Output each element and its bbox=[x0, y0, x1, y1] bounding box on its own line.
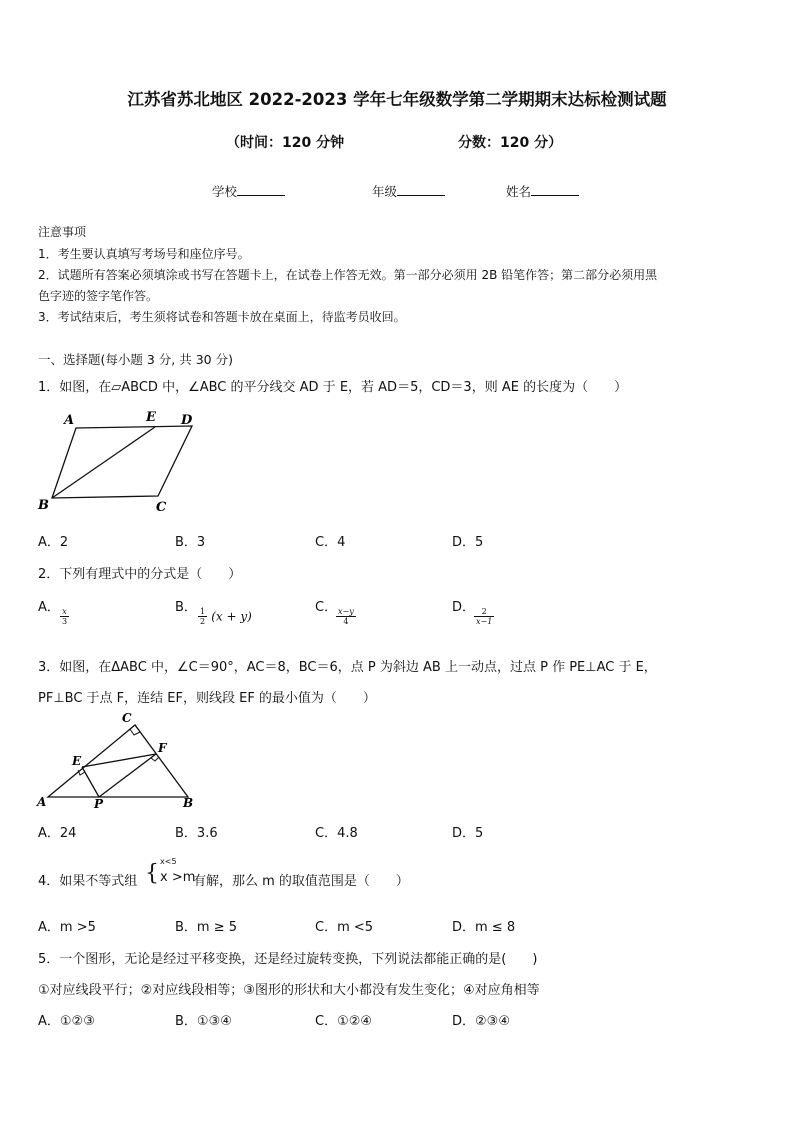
label-p: P bbox=[94, 797, 104, 811]
q2-option-c[interactable] bbox=[315, 596, 337, 615]
q2-fraction-b bbox=[198, 607, 207, 626]
q4-option-c[interactable]: C．m <5 bbox=[315, 920, 374, 935]
q4-system-top: x<5 bbox=[160, 857, 177, 866]
q5-stem: 5．一个图形，无论是经过平移变换，还是经过旋转变换，下列说法都能正确的是( ) bbox=[38, 952, 538, 967]
exam-title: 江苏省苏北地区 2022-2023 学年七年级数学第二学期期末达标检测试题 bbox=[127, 90, 667, 109]
q2-label-a: A． bbox=[38, 600, 60, 615]
q2-expression-b bbox=[198, 607, 252, 626]
section-heading: 一、选择题(每小题 3 分, 共 30 分) bbox=[38, 352, 233, 367]
q5-option-c[interactable]: C．①②④ bbox=[315, 1014, 373, 1029]
q5-option-b[interactable]: B．①③④ bbox=[175, 1014, 232, 1029]
q2-b-denominator: 2 bbox=[200, 617, 206, 626]
notice-item-1: 1．考生要认真填写考场号和座位序号。 bbox=[38, 247, 250, 261]
label-e: E bbox=[72, 754, 82, 768]
q2-option-d[interactable] bbox=[452, 596, 475, 615]
q4-option-d[interactable]: D．m ≤ 8 bbox=[452, 920, 516, 935]
q2-a-denominator: 3 bbox=[62, 617, 68, 626]
label-c: C bbox=[122, 711, 132, 725]
q2-c-numerator: x−y bbox=[338, 607, 354, 616]
q2-option-b[interactable] bbox=[175, 596, 197, 615]
q5-option-a[interactable]: A．①②③ bbox=[38, 1014, 95, 1029]
q1-stem: 1．如图，在▱ABCD 中，∠ABC 的平分线交 AD 于 E，若 AD＝5，CD＝3，则 AE 的长度为（ ） bbox=[38, 380, 628, 395]
label-d: D bbox=[181, 413, 193, 428]
name-field bbox=[506, 182, 579, 200]
q5-option-d[interactable]: D．②③④ bbox=[452, 1014, 510, 1029]
q3-option-c[interactable]: C．4.8 bbox=[315, 826, 358, 841]
name-blank[interactable] bbox=[531, 184, 579, 196]
q2-option-a[interactable] bbox=[38, 596, 60, 615]
q2-fraction-d bbox=[474, 607, 494, 626]
name-label: 姓名 bbox=[506, 184, 532, 199]
q1-option-d[interactable]: D．5 bbox=[452, 535, 484, 550]
q4-stem-before: 4．如果不等式组 bbox=[38, 874, 138, 889]
segment-ep bbox=[82, 767, 99, 797]
q3-option-a[interactable]: A．24 bbox=[38, 826, 77, 841]
q2-b-tail: (x + y) bbox=[211, 609, 252, 624]
q3-stem-line2: PF⊥BC 于点 F，连结 EF，则线段 EF 的最小值为（ ） bbox=[38, 691, 376, 706]
q2-fraction-a bbox=[60, 607, 69, 626]
q3-option-d[interactable]: D．5 bbox=[452, 826, 484, 841]
grade-label: 年级 bbox=[372, 184, 398, 199]
q2-a-numerator: x bbox=[60, 607, 69, 617]
q2-label-c: C． bbox=[315, 600, 338, 615]
q1-option-c[interactable]: C．4 bbox=[315, 535, 346, 550]
q5-statements: ①对应线段平行；②对应线段相等；③图形的形状和大小都没有发生变化；④对应角相等 bbox=[38, 983, 540, 998]
q1-option-a[interactable]: A．2 bbox=[38, 535, 69, 550]
q3-stem-line1: 3．如图，在ΔABC 中，∠C＝90°，AC＝8，BC＝6，点 P 为斜边 AB 上一动点，过点 P 作 PE⊥AC 于 E， bbox=[38, 660, 657, 675]
label-b: B bbox=[183, 796, 194, 810]
notice-item-3: 3．考试结束后，考生须将试卷和答题卡放在桌面上，待监考员收回。 bbox=[38, 310, 406, 324]
label-e: E bbox=[146, 410, 156, 425]
q2-stem: 2．下列有理式中的分式是（ ） bbox=[38, 567, 242, 582]
school-field bbox=[212, 182, 285, 200]
q4-system-bottom: x >m bbox=[160, 870, 196, 885]
q4-stem-after: 有解，那么 m 的取值范围是（ ） bbox=[193, 874, 409, 889]
q2-d-numerator: 2 bbox=[474, 607, 494, 617]
q3-option-b[interactable]: B．3.6 bbox=[175, 826, 218, 841]
q2-fraction-c bbox=[336, 607, 356, 626]
q2-label-b: B． bbox=[175, 600, 197, 615]
grade-blank[interactable] bbox=[397, 184, 445, 196]
notice-heading: 注意事项 bbox=[38, 225, 87, 239]
q2-d-denominator: x−1 bbox=[476, 617, 493, 626]
q1-option-b[interactable]: B．3 bbox=[175, 535, 206, 550]
school-blank[interactable] bbox=[237, 184, 285, 196]
label-a: A bbox=[37, 795, 47, 809]
q4-option-b[interactable]: B．m ≥ 5 bbox=[175, 920, 238, 935]
label-a: A bbox=[64, 413, 75, 428]
q1-parallelogram-figure bbox=[34, 404, 204, 516]
q2-label-d: D． bbox=[452, 600, 476, 615]
segment-pf bbox=[99, 754, 156, 797]
q2-b-numerator: 1 bbox=[200, 607, 206, 616]
q2-c-denominator: 4 bbox=[343, 617, 349, 626]
parallelogram-abcd bbox=[52, 426, 192, 498]
exam-score: 分数：120 分） bbox=[458, 135, 563, 151]
exam-time: （时间：120 分钟 bbox=[226, 135, 345, 151]
label-b: B bbox=[38, 498, 49, 513]
label-c: C bbox=[156, 500, 167, 515]
notice-item-2a: 2．试题所有答案必须填涂或书写在答题卡上，在试卷上作答无效。第一部分必须用 2B 铅笔作答；第二部分必须用黑 bbox=[38, 268, 658, 282]
q3-triangle-figure bbox=[32, 710, 202, 812]
bisector-be bbox=[52, 427, 155, 498]
grade-field bbox=[372, 182, 445, 200]
notice-item-2b: 色字迹的签字笔作答。 bbox=[38, 289, 159, 303]
q4-option-a[interactable]: A．m >5 bbox=[38, 920, 96, 935]
school-label: 学校 bbox=[212, 184, 238, 199]
label-f: F bbox=[158, 741, 167, 755]
q4-brace: { bbox=[145, 861, 159, 886]
